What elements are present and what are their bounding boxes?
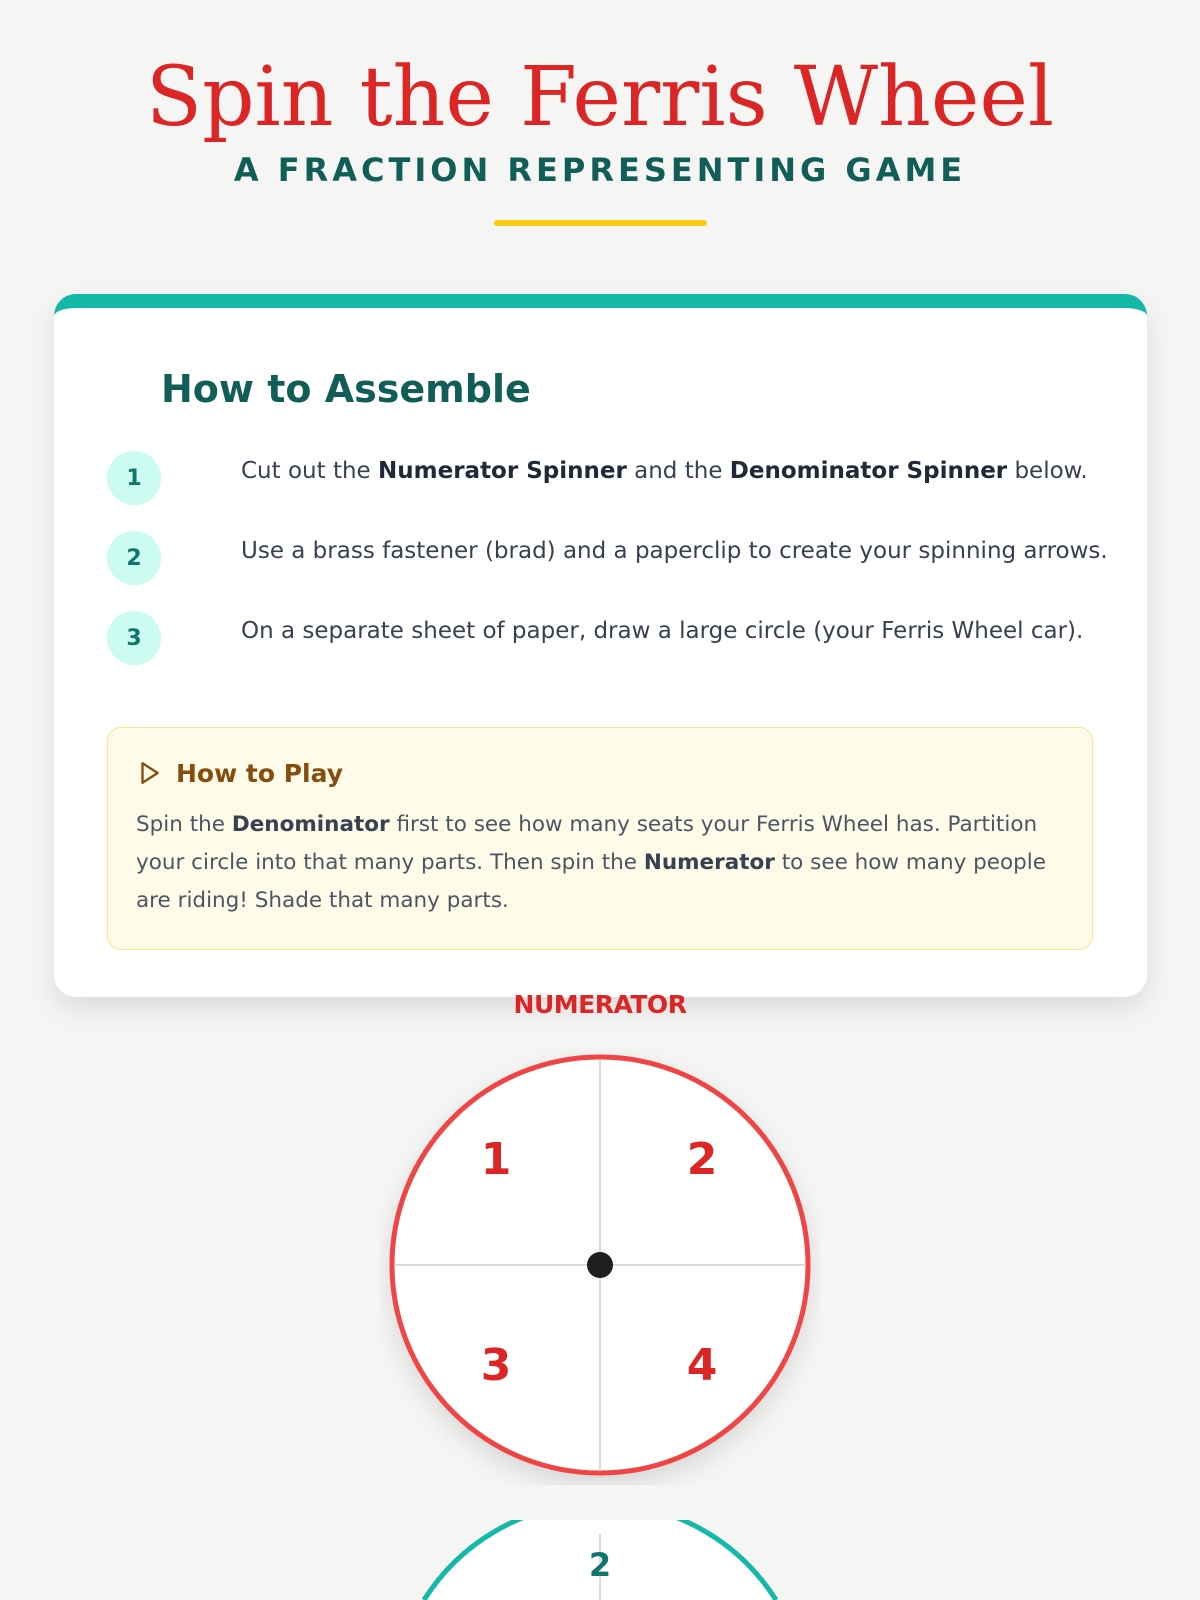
numerator-spinner[interactable] bbox=[380, 1045, 820, 1485]
assemble-step-2 bbox=[107, 531, 1127, 585]
how-to-play-title: How to Play bbox=[176, 758, 344, 788]
step-text: On a separate sheet of paper, draw a large circle (your Ferris Wheel car). bbox=[241, 618, 1084, 644]
assemble-step-3 bbox=[107, 611, 1127, 665]
play-icon bbox=[136, 760, 162, 786]
step-number: 2 bbox=[107, 531, 161, 585]
how-to-play-heading bbox=[136, 756, 343, 790]
how-to-play-box bbox=[107, 727, 1093, 950]
step-number: 3 bbox=[107, 611, 161, 665]
instructions-card bbox=[54, 294, 1147, 997]
assemble-step-1 bbox=[107, 451, 1127, 505]
spinner-number-1: 1 bbox=[480, 1134, 512, 1185]
step-text: Cut out the Numerator Spinner and the Denominator Spinner below. bbox=[241, 458, 1088, 484]
numerator-spinner-label: NUMERATOR bbox=[513, 990, 687, 1019]
spinner-center-pin bbox=[587, 1252, 613, 1278]
assemble-title: How to Assemble bbox=[161, 367, 531, 411]
spinner-number-3: 3 bbox=[480, 1340, 512, 1391]
page-title: Spin the Ferris Wheel bbox=[145, 50, 1055, 145]
step-number: 1 bbox=[107, 451, 161, 505]
step-text: Use a brass fastener (brad) and a paperclip to create your spinning arrows. bbox=[241, 538, 1108, 564]
spinner-number-2: 2 bbox=[588, 1546, 612, 1584]
spinner-number-2: 2 bbox=[686, 1134, 718, 1185]
denominator-spinner[interactable] bbox=[380, 1520, 820, 1600]
spinner-number-4: 4 bbox=[686, 1340, 718, 1391]
page-subtitle: A FRACTION REPRESENTING GAME bbox=[233, 151, 967, 189]
how-to-play-text: Spin the Denominator first to see how many seats your Ferris Wheel has. Partition your circle into that many parts. Then spin the Numerator to see how many people are riding! Shade that many parts. bbox=[136, 812, 1047, 913]
title-divider bbox=[494, 220, 707, 226]
